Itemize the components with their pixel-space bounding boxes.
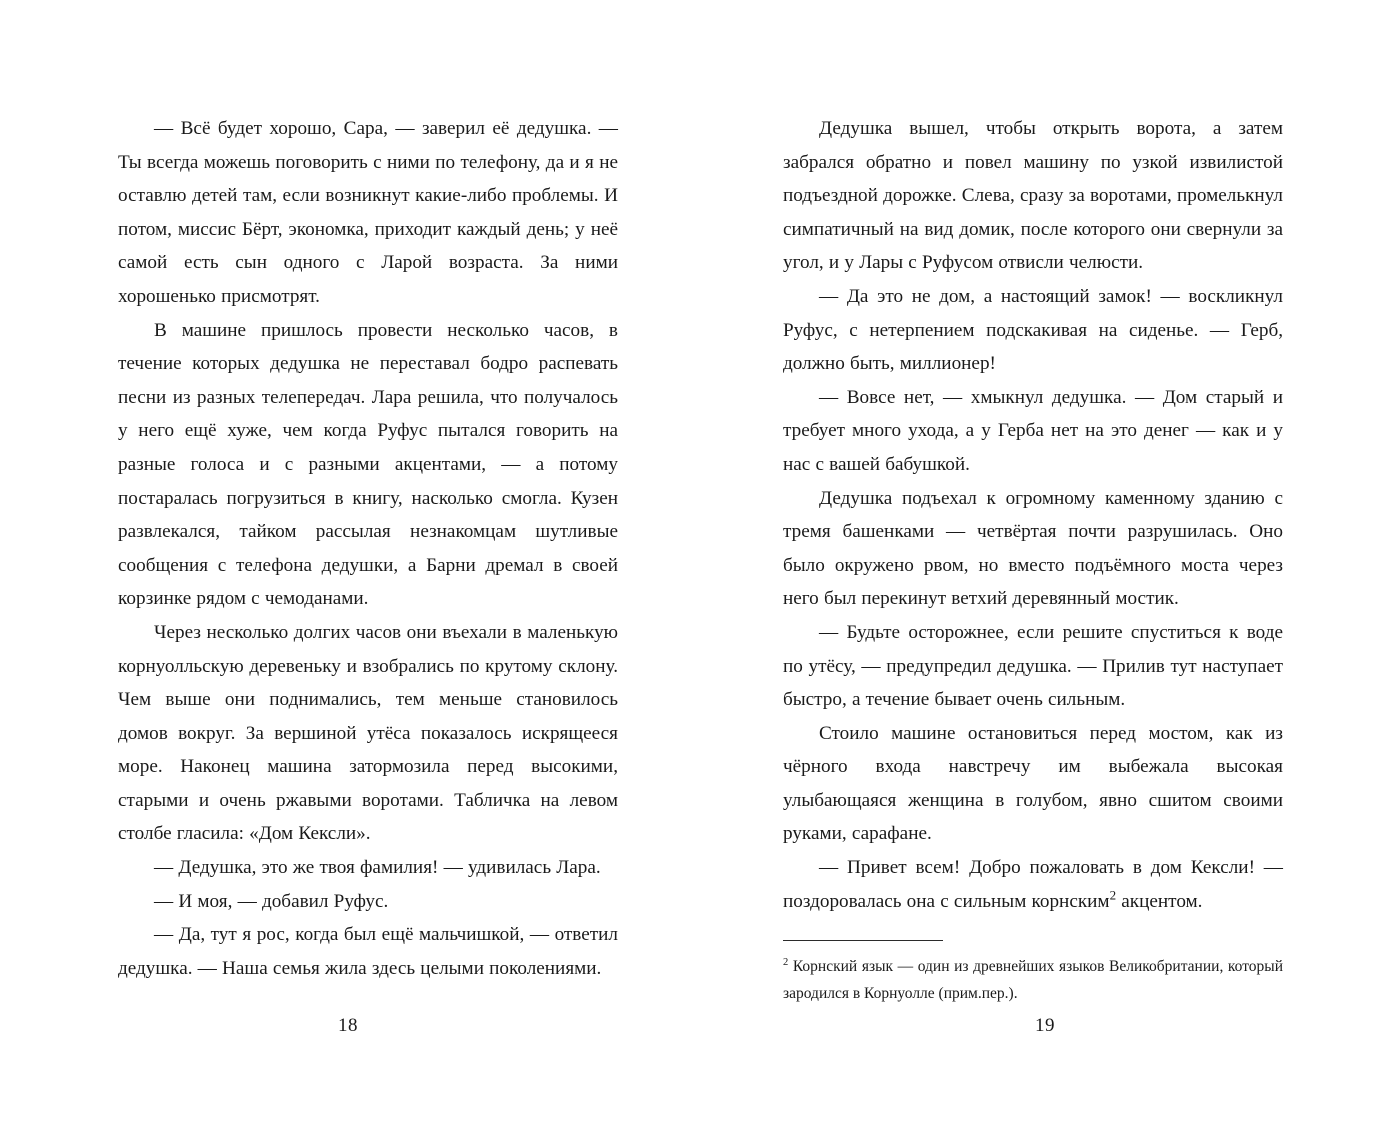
paragraph: — Всё будет хорошо, Сара, — заверил её дедушка. — Ты всегда можешь поговорить с ними по телефону, да и я не оставлю детей там, если возникнут какие-либо проблемы. И потом, миссис Бёрт, экономка, приходит каждый день; у неё самой есть сын одного с Ларой возраста. За ними хорошенько присмотрят.: [118, 118, 618, 307]
paragraph: Через несколько долгих часов они въехали в маленькую корнуолльскую деревеньку и взобрались по крутому склону. Чем выше они поднимались, тем меньше становилось домов вокруг. За вершиной утёса показалось искрящееся море. Наконец машина затормозила перед высокими, старыми и очень ржавыми воротами. Табличка на левом столбе гласила: «Дом Кексли».: [118, 621, 618, 845]
page-number-right: 19: [1035, 1015, 1055, 1036]
paragraph: Стоило машине остановиться перед мостом, как из чёрного входа навстречу им выбежала высокая улыбающаяся женщина в голубом, явно сшитом своими руками, сарафане.: [783, 722, 1283, 845]
paragraph: — Дедушка, это же твоя фамилия! — удивилась Лара.: [154, 857, 601, 879]
paragraph: — Будьте осторожнее, если решите спуститься к воде по утёсу, — предупредил дедушка. — Прилив тут наступает быстро, а течение бывает очень сильным.: [783, 621, 1283, 711]
paragraph: — И моя, — добавил Руфус.: [154, 890, 389, 912]
right-page-textblock: [783, 112, 1283, 1007]
paragraph: — Вовсе нет, — хмыкнул дедушка. — Дом старый и требует много ухода, а у Герба нет на это денег — как и у нас с вашей бабушкой.: [783, 386, 1283, 475]
paragraph: — Да, тут я рос, когда был ещё мальчишкой, — ответил дедушка. — Наша семья жила здесь целыми поколениями.: [118, 924, 618, 979]
paragraph-text-before-ref: — Привет всем! Добро пожаловать в дом Кексли! — поздоровалась она с сильным корнским: [783, 857, 1283, 912]
footnote-reference: 2: [1109, 887, 1117, 903]
page-right: [697, 0, 1393, 1125]
footnote-text: Корнский язык — один из древнейших языков Великобритании, который зародился в Корнуолле (прим.пер.).: [783, 958, 1283, 1003]
page-left: [0, 0, 696, 1125]
paragraph-with-footnote-ref: [783, 851, 1283, 918]
paragraph: В машине пришлось провести несколько часов, в течение которых дедушка не переставал бодро распевать песни из разных телепередач. Лара решила, что получалось у него ещё хуже, чем когда Руфус пытался говорить на разные голоса и с разными акцентами, — а потому постаралась погрузиться в книгу, насколько смогла. Кузен развлекался, тайком рассылая незнакомцам шутливые сообщения с телефона дедушки, а Барни дремал в своей корзинке рядом с чемоданами.: [118, 319, 618, 610]
page-number-left: 18: [338, 1015, 358, 1036]
footnote-marker: 2: [783, 957, 789, 969]
left-page-textblock: [118, 112, 618, 985]
footnote: [783, 953, 1283, 1007]
paragraph-text-after-ref: акцентом.: [1116, 890, 1203, 912]
paragraph: — Да это не дом, а настоящий замок! — воскликнул Руфус, с нетерпением подскакивая на сиденье. — Герб, должно быть, миллионер!: [783, 285, 1283, 375]
paragraph: Дедушка подъехал к огромному каменному зданию с тремя башенками — четвёртая почти разрушилась. Оно было окружено рвом, но вместо подъёмного моста через него был перекинут ветхий деревянный мостик.: [783, 487, 1283, 610]
footnote-separator: [783, 940, 943, 941]
paragraph: Дедушка вышел, чтобы открыть ворота, а затем забрался обратно и повел машину по узкой извилистой подъездной дорожке. Слева, сразу за воротами, промелькнул симпатичный на вид домик, после которого они свернули за угол, и у Лары с Руфусом отвисли челюсти.: [783, 118, 1283, 274]
